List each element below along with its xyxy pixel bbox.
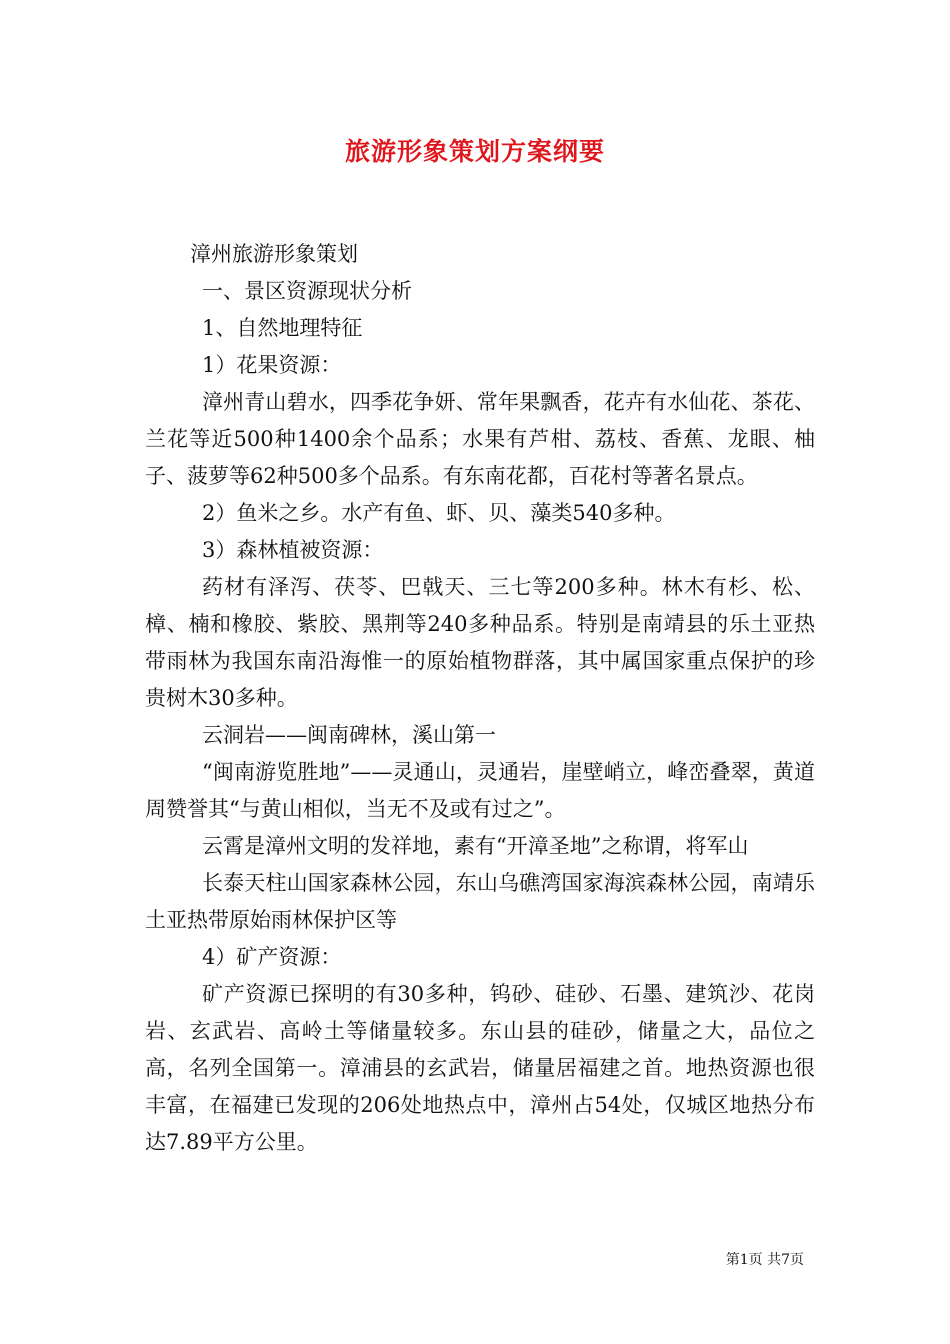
paragraph-item-forest: 3）森林植被资源： bbox=[202, 538, 384, 562]
paragraph-flowers-fruits-detail: 漳州青山碧水，四季花争妍、常年果飘香，花卉有水仙花、茶花、兰花等近500种1400余个品系；水果有芦柑、荔枝、香蕉、龙眼、柚子、菠萝等62种500多个品系。有东南花都，百花村等著名景点。 bbox=[145, 390, 815, 488]
page-number: 第1页 共7页 bbox=[725, 1252, 804, 1268]
paragraph-lingtongshan: “闽南游览胜地”——灵通山，灵通岩，崖壁峭立，峰峦叠翠，黄道周赞誉其“与黄山相似，当无不及或有过之”。 bbox=[145, 760, 815, 821]
paragraph-forest-parks: 长泰天柱山国家森林公园，东山乌礁湾国家海滨森林公园，南靖乐土亚热带原始雨林保护区等 bbox=[145, 871, 815, 932]
paragraph-yunxiao: 云霄是漳州文明的发祥地，素有“开漳圣地”之称谓，将军山 bbox=[202, 834, 749, 858]
paragraph-item-minerals: 4）矿产资源： bbox=[202, 945, 342, 969]
paragraph-yundongyan: 云洞岩——闽南碑林，溪山第一 bbox=[202, 723, 496, 747]
paragraph-section-one: 一、景区资源现状分析 bbox=[202, 279, 412, 303]
paragraph-forest-detail: 药材有泽泻、茯苓、巴戟天、三七等200多种。林木有杉、松、樟、楠和橡胶、紫胶、黑荆等240多种品系。特别是南靖县的乐土亚热带雨林为我国东南沿海惟一的原始植物群落，其中属国家重点保护的珍贵树木30多种。 bbox=[145, 575, 815, 710]
paragraph-minerals-detail: 矿产资源已探明的有30多种，钨砂、硅砂、石墨、建筑沙、花岗岩、玄武岩、高岭土等储量较多。东山县的硅砂，储量之大，品位之高，名列全国第一。漳浦县的玄武岩，储量居福建之首。地热资源也很丰富，在福建已发现的206处地热点中，漳州占54处，仅城区地热分布达7.89平方公里。 bbox=[145, 982, 815, 1154]
paragraph-item-fish-rice: 2）鱼米之乡。水产有鱼、虾、贝、藻类540多种。 bbox=[202, 501, 676, 525]
document-title: 旅游形象策划方案纲要 bbox=[344, 137, 605, 166]
paragraph-item-flowers-fruits: 1）花果资源： bbox=[202, 353, 342, 377]
document-body bbox=[145, 236, 815, 1161]
paragraph-heading-zhangzhou: 漳州旅游形象策划 bbox=[190, 242, 358, 266]
paragraph-subsection-natural: 1、自然地理特征 bbox=[202, 316, 363, 340]
